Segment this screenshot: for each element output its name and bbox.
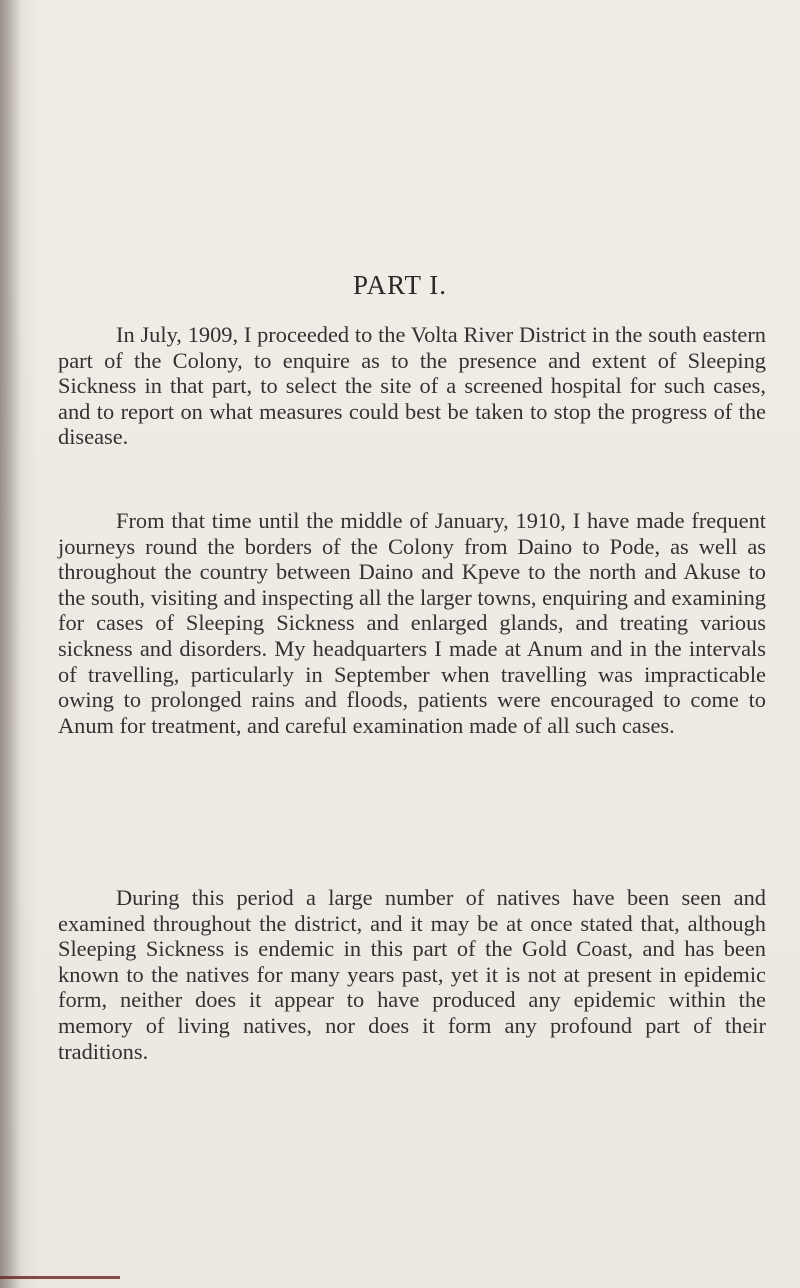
page-heading: PART I.: [353, 270, 447, 300]
binding-shadow: [0, 0, 22, 1288]
paragraph-2: [58, 508, 766, 738]
paragraph-2-text: From that time until the middle of January, 1910, I have made frequent journeys round the borders of the Colony from Daino to Pode, as well as throughout the country between Daino and Kpeve to the north and Akuse to the south, visiting and inspecting all the larger towns, enquiring and examining for cases of Sleeping Sickness and enlarged glands, and treating various sickness and disorders. My headquarters I made at Anum and in the intervals of travelling, particularly in September when travelling was impracticable owing to prolonged rains and floods, patients were encouraged to come to Anum for treatment, and careful examination made of all such cases.: [58, 508, 766, 738]
bottom-edge-rule: [0, 1276, 120, 1279]
paragraph-1-text: In July, 1909, I proceeded to the Volta River District in the south eastern part of the Colony, to enquire as to the presence and extent of Sleeping Sickness in that part, to select the site of a screened hospital for such cases, and to report on what measures could best be taken to stop the progress of the disease.: [58, 322, 766, 450]
paragraph-3: [58, 885, 766, 1064]
paragraph-1: [58, 322, 766, 450]
paragraph-3-text: During this period a large number of natives have been seen and examined throughout the district, and it may be at once stated that, although Sleeping Sickness is endemic in this part of the Gold Coast, and has been known to the natives for many years past, yet it is not at present in epidemic form, neither does it appear to have produced any epidemic within the memory of living natives, nor does it form any profound part of their traditions.: [58, 885, 766, 1064]
